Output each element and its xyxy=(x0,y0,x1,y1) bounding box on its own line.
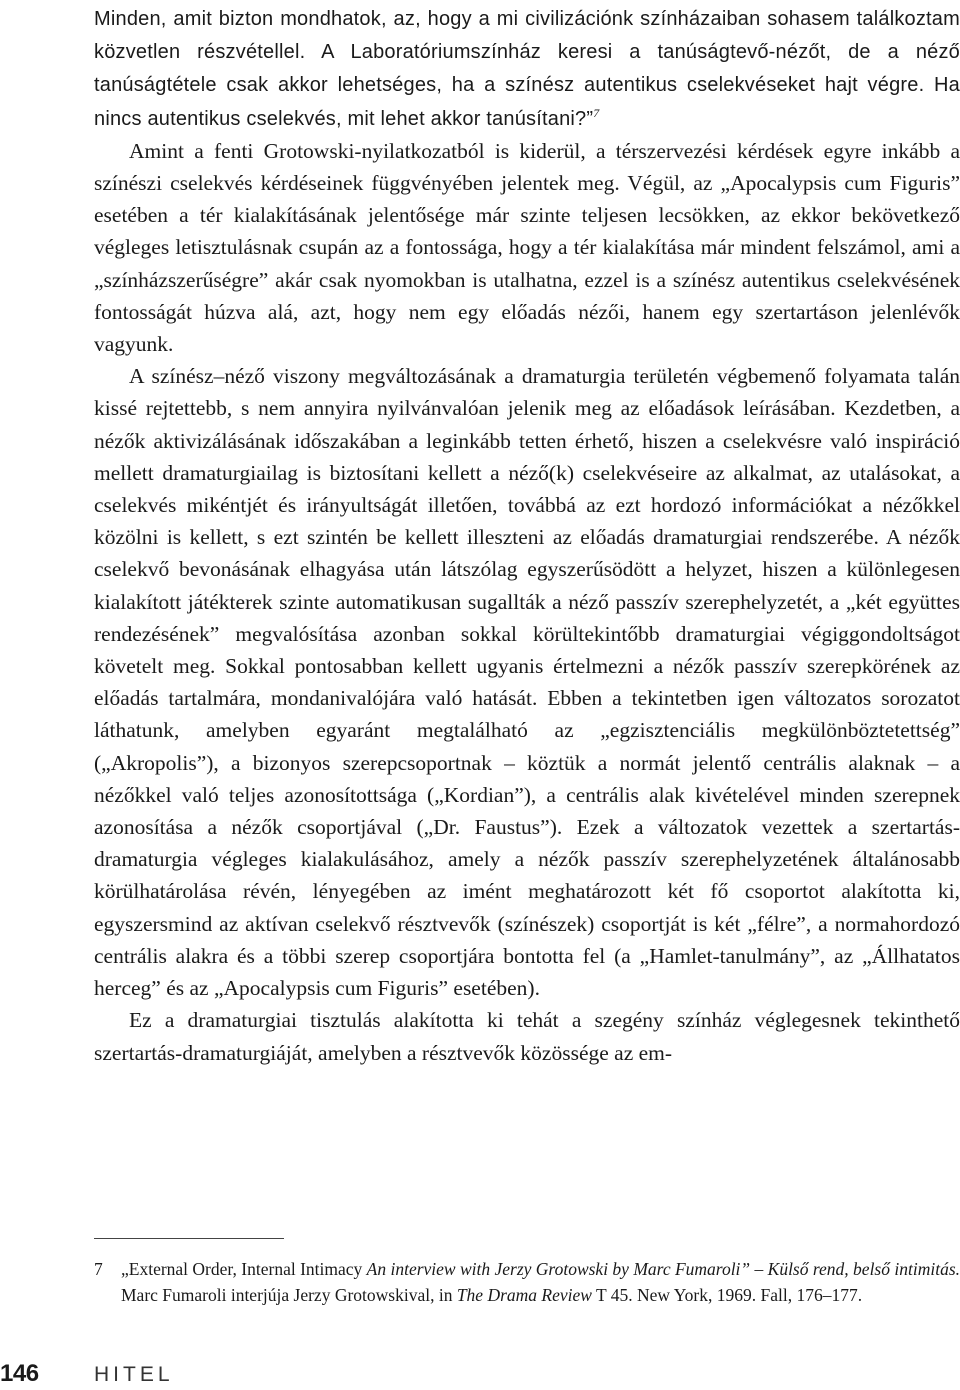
footnote-part-3: Marc Fumaroli interjúja Jerzy Grotowskival, in xyxy=(121,1285,457,1305)
footnote-part-1: „External Order, Internal Intimacy xyxy=(121,1259,367,1279)
page-number: 146 xyxy=(0,1360,39,1387)
paragraph-3: Ez a dramaturgiai tisztulás alakította ki tehát a szegény színház véglegesnek tekinthető szertartás-dramaturgiáját, amelyben a résztvevők közössége az em- xyxy=(94,1008,960,1065)
footnote-reference[interactable]: 7 xyxy=(593,105,600,120)
footnote-divider xyxy=(94,1238,284,1239)
footnote-text xyxy=(121,1256,960,1308)
paragraph-1: Amint a fenti Grotowski-nyilatkozatból is kiderül, a térszervezési kérdések egyre inkább a színészi cselekvés kérdéseinek függvényében jelentek meg. Végül, az „Apocalypsis cum Figuris” esetében a tér kialakításának jelentősége már szinte teljesen lecsökken, az ekkor bekövetkező végleges letisztulásnak csupán az a fontossága, hogy a tér kialakítása már mindent felszámol, ami a „színházszerűségre” akár csak nyomokban is utalhatna, ezzel is a színész autentikus cselekvésének fontosságát húzva alá, azt, hogy nem egy előadás nézői, hanem egy szertartáson jelenlévők vagyunk. xyxy=(94,138,960,357)
quote-paragraph xyxy=(94,2,960,135)
footnote-part-5: T 45. New York, 1969. Fall, 176–177. xyxy=(591,1285,863,1305)
journal-name: HITEL xyxy=(94,1363,174,1386)
footnote-part-2: An interview with Jerzy Grotowski by Marc Fumaroli” – Külső rend, belső intimitás. xyxy=(366,1259,960,1279)
footnote-number: 7 xyxy=(94,1259,103,1279)
footnote-journal-title: The Drama Review xyxy=(456,1285,592,1305)
grotowski-quote: Minden, amit bizton mondhatok, az, hogy a mi civilizációnk színházaiban sohasem találkoztam közvetlen részvétellel. A Laboratóriumszínház keresi a tanúságtevő-nézőt, de a néző tanúságtétele csak akkor lehetséges, ha a színész autentikus cselekvéseket hajt végre. Ha nincs autentikus cselekvés, mit lehet akkor tanúsítani?” xyxy=(94,8,960,130)
main-text xyxy=(94,2,960,1069)
paragraph-2: A színész–néző viszony megváltozásának a dramaturgia területén végbemenő folyamata talán kissé rejtettebb, s nem annyira nyilvánvalóan jelenik meg az előadások leírásában. Kezdetben, a nézők aktivizálásának időszakában a leginkább tetten érhető, hiszen a cselekvésre való inspiráció mellett dramaturgiailag is biztosítani kellett a néző(k) cselekvéseire az alkalmat, az utalásokat, a cselekvés mikéntjét és irányultságát illetően, továbbá az ezt hordozó információkat a nézőkkel közölni is kellett, s ezt szintén be kellett illeszteni az előadás dramaturgiai rendszerébe. A nézők cselekvő bevonásának elhagyása után látszólag egyszerűsödött a helyzet, hiszen a különlegesen kialakított játékterek szinte automatikusan sugallták a néző passzív szerephelyzetét, a „két együttes rendezésének” megvalósítása azonban sokkal körültekintőbb dramaturgiai végiggondoltságot követelt meg. Sokkal pontosabban kellett ugyanis értelmezni a nézők passzív szerepkörének az előadás tartalmára, mondanivalójára való hatását. Ebben a tekintetben igen változatos sorozatot láthatunk, amelyben egyaránt megtalálható az „egzisztenciális megkülönböztetettség” („Akropolis”), a bizonyos szerepcsoportnak – köztük a normát jelentő centrális alaknak – a nézőkkel való teljes azonosítottsága („Kordian”), a centrális alak kivételével minden szerepnek azonosítása a nézők csoportjával („Dr. Faustus”). Ezek a változatok vezettek a szertartás-dramaturgia végleges kialakulásához, amely a nézők passzív szerephelyzetének általánosabb körülhatárolása révén, lényegében az imént meghatározott két fő csoportot alakította ki, egyszersmind az aktívan cselekvő résztvevők (színészek) csoportját is két „félre”, a normahordozó centrális alakra és a többi szerep csoportjára bontotta fel (a „Hamlet-tanulmány”, az „Állhatatos herceg” és az „Apocalypsis cum Figuris” esetében). xyxy=(94,364,960,1001)
footnote xyxy=(94,1256,960,1308)
